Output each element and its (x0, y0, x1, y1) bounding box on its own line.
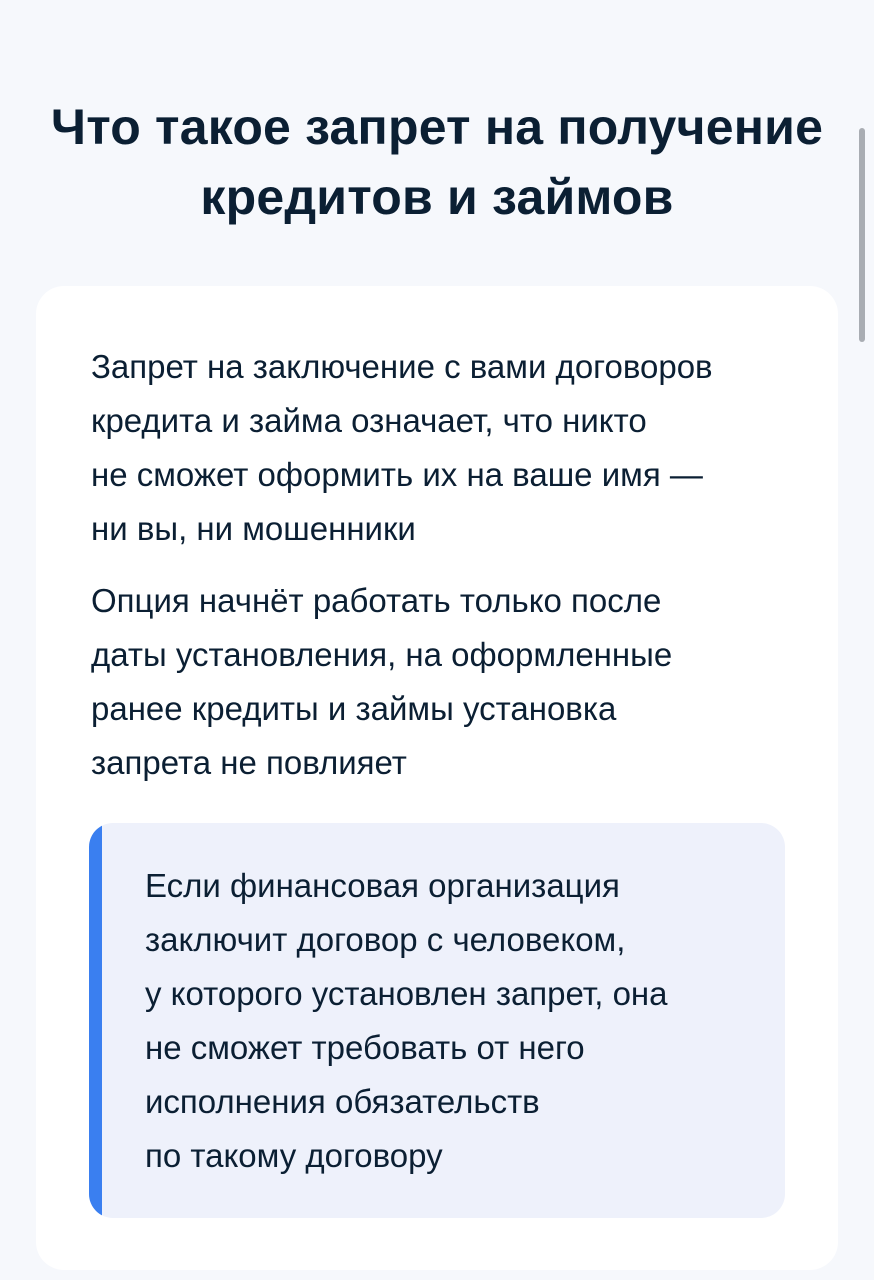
page-title: Что такое запрет на получение кредитов и займов (50, 99, 824, 225)
card-paragraph-option-start: Опция начнёт работать только после даты установления, на оформленные ранее кредиты и займы установка запрета не повлияет (91, 582, 673, 781)
notice-text: Если финансовая организация заключит договор с человеком, у которого установлен запрет, она не сможет требовать от него исполнения обязательств по такому договору (145, 867, 668, 1174)
notice-accent-bar (89, 823, 102, 1218)
notice-block (89, 823, 785, 1218)
info-card (36, 286, 838, 1270)
card-paragraph-ban-meaning: Запрет на заключение с вами договоров кредита и займа означает, что никто не сможет оформить их на ваше имя — ни вы, ни мошенники (91, 348, 713, 547)
scrollbar[interactable] (859, 128, 865, 342)
